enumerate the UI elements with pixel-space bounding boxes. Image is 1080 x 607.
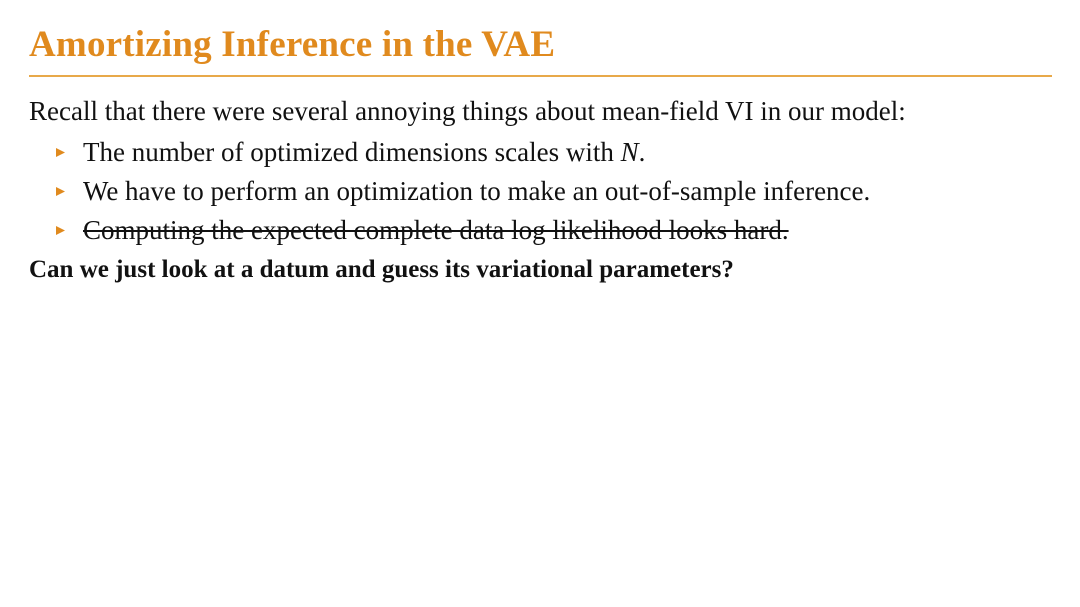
triangle-bullet-icon: [55, 186, 83, 197]
title-underline-rule: [29, 75, 1052, 77]
triangle-bullet-icon: [55, 147, 83, 158]
triangle-bullet-icon: [55, 225, 83, 236]
bullet-text-likelihood-struck: Computing the expected complete data log likelihood looks hard.: [83, 215, 789, 245]
bullet-text-dimensions-after: .: [638, 137, 646, 167]
intro-text: Recall that there were several annoying things about mean-field VI in our model:: [29, 96, 906, 126]
slide-title: Amortizing Inference in the VAE: [29, 24, 556, 65]
bullet-text-optimization: We have to perform an optimization to make an out-of-sample inference.: [83, 176, 871, 206]
question-text: Can we just look at a datum and guess its variational parameters?: [29, 256, 734, 283]
bullet-text-dimensions-variable: N: [620, 137, 639, 167]
bullet-text-dimensions-before: The number of optimized dimensions scales with: [83, 137, 621, 167]
bullet-item-likelihood: [55, 211, 870, 250]
bullet-item-dimensions: [55, 133, 870, 172]
bullet-list: [55, 133, 870, 250]
bullet-item-optimization: [55, 172, 870, 211]
bullet-text-dimensions: [83, 137, 645, 168]
